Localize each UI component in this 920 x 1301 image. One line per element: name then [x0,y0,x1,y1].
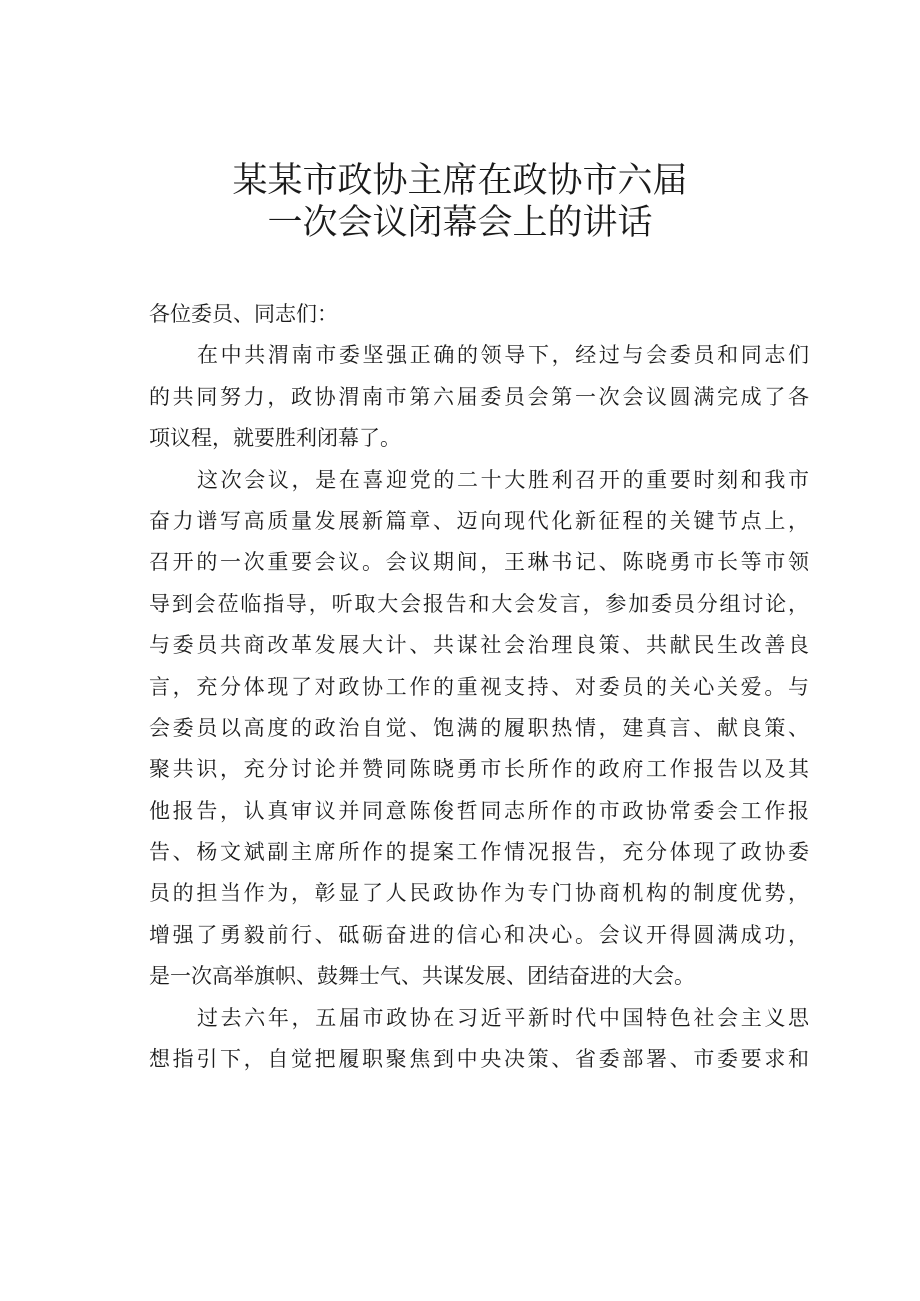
body-line: 这次会议，是在喜迎党的二十大胜利召开的重要时刻和我市 [197,467,809,492]
body-line: 想指引下，自觉把履职聚焦到中央决策、省委部署、市委要求和 [149,1047,809,1072]
title-line-2: 一次会议闭幕会上的讲话 [267,203,653,243]
body-line: 召开的一次重要会议。会议期间，王琳书记、陈晓勇市长等市领 [149,550,809,575]
salutation: 各位委员、同志们： [149,302,338,326]
body-line: 增强了勇毅前行、砥砺奋进的信心和决心。会议开得圆满成功， [149,922,809,947]
body-line: 的共同努力，政协渭南市第六届委员会第一次会议圆满完成了各 [149,384,809,409]
body-line: 项议程，就要胜利闭幕了。 [149,426,401,451]
body-line: 聚共识，充分讨论并赞同陈晓勇市长所作的政府工作报告以及其 [149,757,809,782]
body-line: 与委员共商改革发展大计、共谋社会治理良策、共献民生改善良 [149,633,809,658]
body-line: 奋力谱写高质量发展新篇章、迈向现代化新征程的关键节点上， [149,508,809,533]
document-body [149,294,809,1080]
document-title [0,160,920,244]
body-line: 言，充分体现了对政协工作的重视支持、对委员的关心关爱。与 [149,674,809,699]
body-line: 员的担当作为，彰显了人民政协作为专门协商机构的制度优势， [149,881,809,906]
body-line: 他报告，认真审议并同意陈俊哲同志所作的市政协常委会工作报 [149,798,809,823]
body-line: 是一次高举旗帜、鼓舞士气、共谋发展、团结奋进的大会。 [149,964,695,989]
body-line: 导到会莅临指导，听取大会报告和大会发言，参加委员分组讨论， [149,591,809,616]
body-line: 告、杨文斌副主席所作的提案工作情况报告，充分体现了政协委 [149,840,809,865]
title-line-1: 某某市政协主席在政协市六届 [232,161,688,201]
body-line: 在中共渭南市委坚强正确的领导下，经过与会委员和同志们 [197,343,809,368]
body-line: 过去六年，五届市政协在习近平新时代中国特色社会主义思 [197,1005,809,1030]
body-line: 会委员以高度的政治自觉、饱满的履职热情，建真言、献良策、 [149,715,809,740]
